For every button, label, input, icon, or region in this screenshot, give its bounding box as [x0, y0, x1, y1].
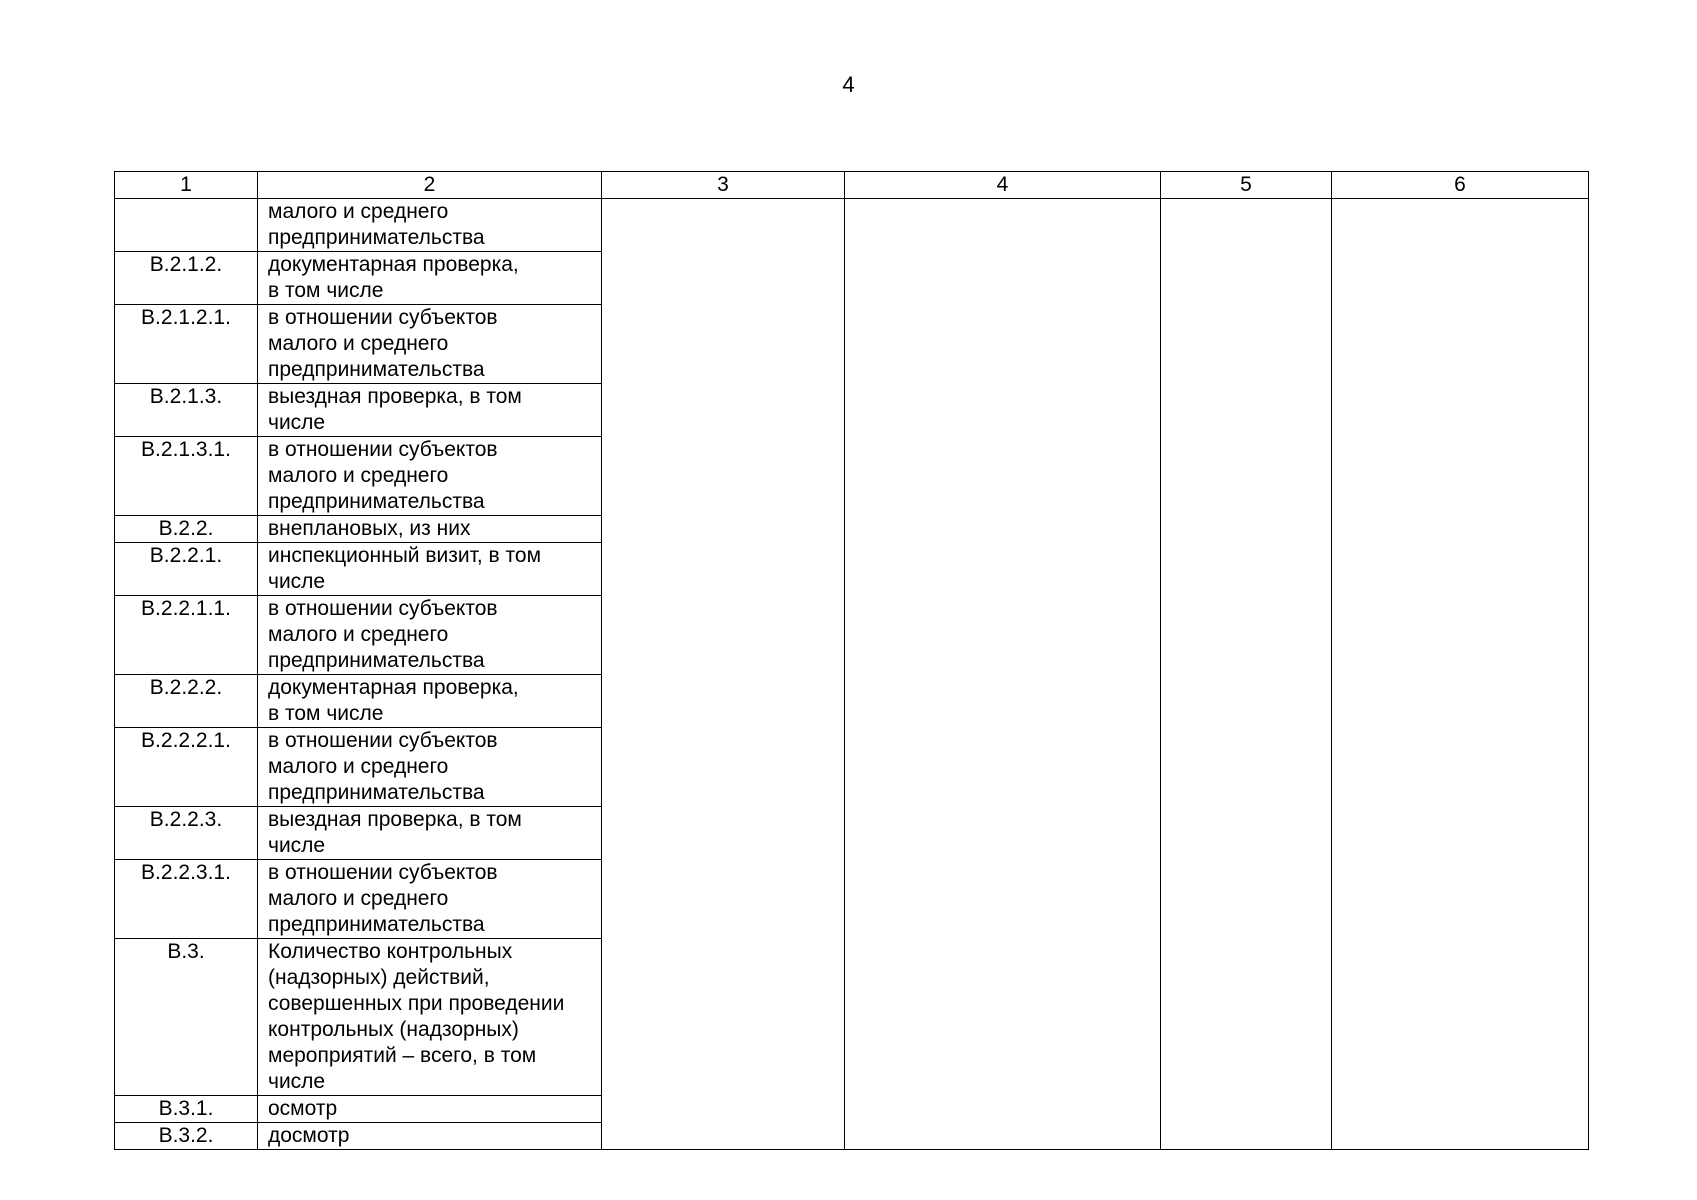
row-description [258, 1123, 602, 1150]
row-description [258, 939, 602, 1096]
description-line: малого и среднего [268, 623, 449, 646]
row-code: В.2.2.1. [115, 543, 258, 596]
description-line: (надзорных) действий, [268, 966, 490, 989]
row-description [258, 596, 602, 675]
row-description [258, 860, 602, 939]
row-description [258, 516, 602, 543]
report-table [114, 171, 1589, 1150]
description-line: числе [268, 1070, 326, 1093]
description-line: в том числе [268, 702, 384, 725]
row-description [258, 675, 602, 728]
description-line: выездная проверка, в том [268, 808, 522, 831]
row-code: В.2.2.2.1. [115, 728, 258, 807]
column-3-cell [602, 199, 845, 1150]
row-description [258, 305, 602, 384]
row-code: В.2.2. [115, 516, 258, 543]
description-line: предпринимательства [268, 358, 485, 381]
description-line: в отношении субъектов [268, 306, 498, 329]
column-header: 2 [258, 172, 602, 199]
row-description [258, 728, 602, 807]
column-header: 6 [1332, 172, 1589, 199]
description-line: малого и среднего [268, 887, 449, 910]
description-line: предпринимательства [268, 649, 485, 672]
row-description [258, 199, 602, 252]
description-line: мероприятий – всего, в том [268, 1044, 537, 1067]
row-code: В.2.1.2. [115, 252, 258, 305]
row-description [258, 807, 602, 860]
description-line: в отношении субъектов [268, 861, 498, 884]
column-header: 5 [1161, 172, 1332, 199]
description-line: контрольных (надзорных) [268, 1018, 519, 1041]
row-code: В.2.1.2.1. [115, 305, 258, 384]
page-number: 4 [842, 72, 855, 97]
description-line: предпринимательства [268, 913, 485, 936]
description-line: предпринимательства [268, 781, 485, 804]
column-header: 4 [845, 172, 1161, 199]
description-line: инспекционный визит, в том [268, 544, 542, 567]
column-6-cell [1332, 199, 1589, 1150]
description-line: числе [268, 570, 326, 593]
column-header: 1 [115, 172, 258, 199]
description-line: в отношении субъектов [268, 597, 498, 620]
row-description [258, 1096, 602, 1123]
description-line: осмотр [268, 1097, 338, 1120]
header-row [115, 172, 1589, 199]
row-code: В.2.2.1.1. [115, 596, 258, 675]
description-line: Количество контрольных [268, 940, 513, 963]
row-code: В.2.2.2. [115, 675, 258, 728]
row-code: В.3.1. [115, 1096, 258, 1123]
row-description [258, 384, 602, 437]
row-description [258, 437, 602, 516]
description-line: документарная проверка, [268, 253, 519, 276]
description-line: малого и среднего [268, 464, 449, 487]
description-line: досмотр [268, 1124, 350, 1147]
row-description [258, 543, 602, 596]
description-line: числе [268, 411, 326, 434]
row-code: В.2.2.3.1. [115, 860, 258, 939]
description-line: совершенных при проведении [268, 992, 565, 1015]
description-line: в отношении субъектов [268, 729, 498, 752]
description-line: в отношении субъектов [268, 438, 498, 461]
column-4-cell [845, 199, 1161, 1150]
row-code: В.2.1.3. [115, 384, 258, 437]
description-line: в том числе [268, 279, 384, 302]
description-line: предпринимательства [268, 226, 485, 249]
row-code: В.3. [115, 939, 258, 1096]
row-code [115, 199, 258, 252]
row-code: В.3.2. [115, 1123, 258, 1150]
description-line: внеплановых, из них [268, 517, 471, 540]
description-line: предпринимательства [268, 490, 485, 513]
description-line: малого и среднего [268, 755, 449, 778]
table-row [115, 199, 1589, 252]
column-5-cell [1161, 199, 1332, 1150]
description-line: числе [268, 834, 326, 857]
column-header: 3 [602, 172, 845, 199]
description-line: малого и среднего [268, 332, 449, 355]
row-code: В.2.1.3.1. [115, 437, 258, 516]
row-description [258, 252, 602, 305]
row-code: В.2.2.3. [115, 807, 258, 860]
description-line: документарная проверка, [268, 676, 519, 699]
description-line: малого и среднего [268, 200, 449, 223]
description-line: выездная проверка, в том [268, 385, 522, 408]
